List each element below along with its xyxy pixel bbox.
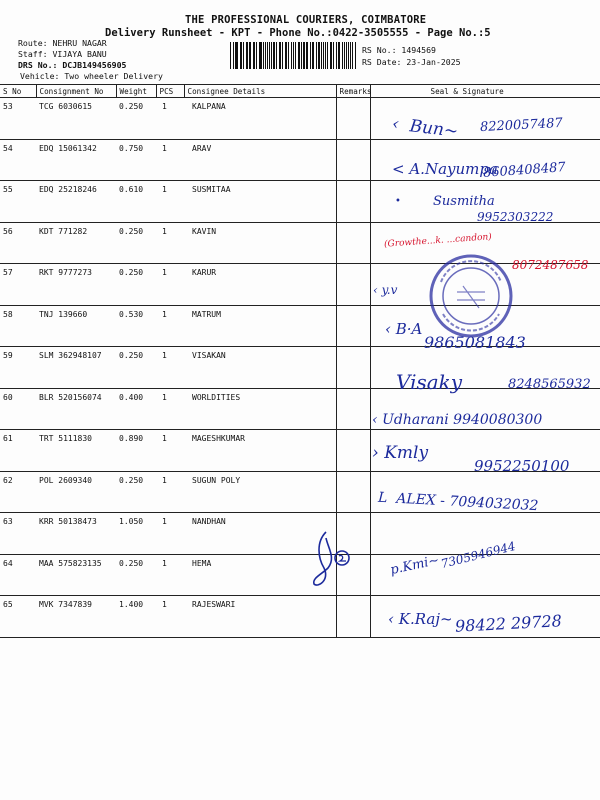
cell-consignment-no: SLM 362948107 — [36, 347, 116, 389]
route-label: Route: NEHRU NAGAR — [18, 38, 107, 48]
table-header-row — [0, 85, 600, 98]
cell-consignee: KALPANA — [184, 98, 336, 140]
cell-consignment-no: MVK 7347839 — [36, 596, 116, 638]
cell-weight: 0.250 — [116, 98, 156, 140]
handwritten-phone-64: 98422 29728 — [454, 611, 563, 636]
cell-weight: 0.250 — [116, 222, 156, 264]
cell-weight: 0.250 — [116, 264, 156, 306]
cell-sno: 57 — [0, 264, 36, 306]
col-header-weight: Weight — [116, 85, 156, 98]
cell-pcs: 1 — [156, 139, 184, 181]
cell-consignment-no: KRR 50138473 — [36, 513, 116, 555]
cell-pcs: 1 — [156, 181, 184, 223]
cell-pcs: 1 — [156, 430, 184, 472]
cell-pcs: 1 — [156, 596, 184, 638]
cell-consignment-no: KDT 771282 — [36, 222, 116, 264]
vehicle-label: Vehicle: Two wheeler Delivery — [20, 71, 163, 81]
col-header-consignee: Consignee Details — [184, 85, 336, 98]
cell-consignee: ARAV — [184, 139, 336, 181]
handwritten-phone-54: 8608408487 — [482, 160, 567, 181]
cell-weight: 0.250 — [116, 347, 156, 389]
handwritten-62: L ALEX - 7094032032 — [377, 489, 539, 515]
cell-sno: 53 — [0, 98, 36, 140]
cell-consignee: MATRUM — [184, 305, 336, 347]
tick-mark-55: • — [395, 196, 401, 207]
handwritten-note-56: (Growthe...k. ...candon) — [383, 232, 493, 250]
cell-pcs: 1 — [156, 388, 184, 430]
rs-number: RS No.: 1494569 — [362, 45, 436, 55]
signature-57: ‹ y.v — [373, 283, 398, 297]
drs-label: DRS No.: DCJB149456905 — [18, 60, 127, 70]
signature-53: ‹ Bun~ — [391, 114, 460, 142]
handwritten-name-55: Susmitha — [433, 194, 495, 209]
col-header-signature: Seal & Signature — [370, 85, 600, 98]
cell-consignment-no: TRT 5111830 — [36, 430, 116, 472]
cell-remarks — [336, 222, 370, 264]
cell-pcs: 1 — [156, 554, 184, 596]
handwritten-name-54: < A.Nayumpa — [392, 160, 498, 178]
signature-58: ‹ B·A — [385, 320, 423, 338]
cell-consignment-no: EDQ 15061342 — [36, 139, 116, 181]
cell-consignee: SUGUN POLY — [184, 471, 336, 513]
cell-consignment-no: EDQ 25218246 — [36, 181, 116, 223]
handwritten-phone-58: 9865081843 — [424, 333, 526, 352]
cell-remarks — [336, 98, 370, 140]
cell-sno: 61 — [0, 430, 36, 472]
cell-pcs: 1 — [156, 98, 184, 140]
cell-weight: 0.610 — [116, 181, 156, 223]
cell-remarks — [336, 596, 370, 638]
cell-consignee: VISAKAN — [184, 347, 336, 389]
cell-weight: 1.050 — [116, 513, 156, 555]
cell-sno: 56 — [0, 222, 36, 264]
cell-pcs: 1 — [156, 305, 184, 347]
company-name: THE PROFESSIONAL COURIERS, COIMBATORE — [185, 14, 427, 26]
cell-remarks — [336, 264, 370, 306]
cell-consignee: MAGESHKUMAR — [184, 430, 336, 472]
cell-consignment-no: RKT 9777273 — [36, 264, 116, 306]
cell-sno: 65 — [0, 596, 36, 638]
cell-weight: 0.400 — [116, 388, 156, 430]
cell-consignee: KARUR — [184, 264, 336, 306]
cell-weight: 0.750 — [116, 139, 156, 181]
handwritten-name-59: Visaky — [396, 370, 463, 394]
handwritten-phone-59: 8248565932 — [508, 377, 591, 392]
cell-pcs: 1 — [156, 347, 184, 389]
cell-consignment-no: TNJ 139660 — [36, 305, 116, 347]
cell-sno: 62 — [0, 471, 36, 513]
cell-pcs: 1 — [156, 264, 184, 306]
scribble-mark — [312, 528, 372, 590]
cell-sno: 58 — [0, 305, 36, 347]
cell-sno: 60 — [0, 388, 36, 430]
cell-consignment-no: POL 2609340 — [36, 471, 116, 513]
cell-sno: 54 — [0, 139, 36, 181]
cell-sno: 59 — [0, 347, 36, 389]
col-header-sno: S No — [0, 85, 36, 98]
col-header-remarks: Remarks — [336, 85, 370, 98]
cell-weight: 0.250 — [116, 471, 156, 513]
signature-63: p.Kmi~ — [388, 553, 441, 578]
cell-remarks — [336, 139, 370, 181]
handwritten-60: ‹ Udharani 9940080300 — [372, 412, 543, 428]
cell-sno: 55 — [0, 181, 36, 223]
cell-consignee: WORLDITIES — [184, 388, 336, 430]
barcode-image — [230, 42, 357, 69]
col-header-pcs: PCS — [156, 85, 184, 98]
cell-consignment-no: BLR 520156074 — [36, 388, 116, 430]
cell-consignee: HEMA — [184, 554, 336, 596]
cell-remarks — [336, 347, 370, 389]
handwritten-phone-57: 8072487658 — [512, 258, 589, 272]
cell-consignee: SUSMITAA — [184, 181, 336, 223]
cell-consignee: RAJESWARI — [184, 596, 336, 638]
cell-remarks — [336, 471, 370, 513]
cell-sno: 64 — [0, 554, 36, 596]
cell-remarks — [336, 181, 370, 223]
handwritten-phone-55: 9952303222 — [477, 210, 554, 224]
table-row — [0, 554, 600, 596]
cell-weight: 0.250 — [116, 554, 156, 596]
cell-weight: 0.530 — [116, 305, 156, 347]
signature-61: › Kmly — [372, 443, 429, 463]
cell-pcs: 1 — [156, 513, 184, 555]
rs-date: RS Date: 23-Jan-2025 — [362, 57, 461, 67]
cell-pcs: 1 — [156, 471, 184, 513]
cell-remarks — [336, 305, 370, 347]
company-seal-stamp — [427, 252, 515, 340]
cell-weight: 0.890 — [116, 430, 156, 472]
cell-remarks — [336, 430, 370, 472]
cell-weight: 1.400 — [116, 596, 156, 638]
signature-64: ‹ K.Raj~ — [388, 610, 453, 628]
runsheet-title: Delivery Runsheet - KPT - Phone No.:0422-3505555 - Page No.:5 — [105, 27, 491, 39]
handwritten-phone-63: 7305946944 — [439, 538, 517, 572]
handwritten-phone-53: 8220057487 — [479, 115, 564, 136]
staff-label: Staff: VIJAYA BANU — [18, 49, 107, 59]
cell-pcs: 1 — [156, 222, 184, 264]
cell-remarks — [336, 388, 370, 430]
cell-consignment-no: TCG 6030615 — [36, 98, 116, 140]
cell-consignee: KAVIN — [184, 222, 336, 264]
cell-sno: 63 — [0, 513, 36, 555]
handwritten-phone-61: 9952250100 — [474, 457, 570, 475]
cell-consignee: NANDHAN — [184, 513, 336, 555]
col-header-consignment: Consignment No — [36, 85, 116, 98]
cell-consignment-no: MAA 575823135 — [36, 554, 116, 596]
